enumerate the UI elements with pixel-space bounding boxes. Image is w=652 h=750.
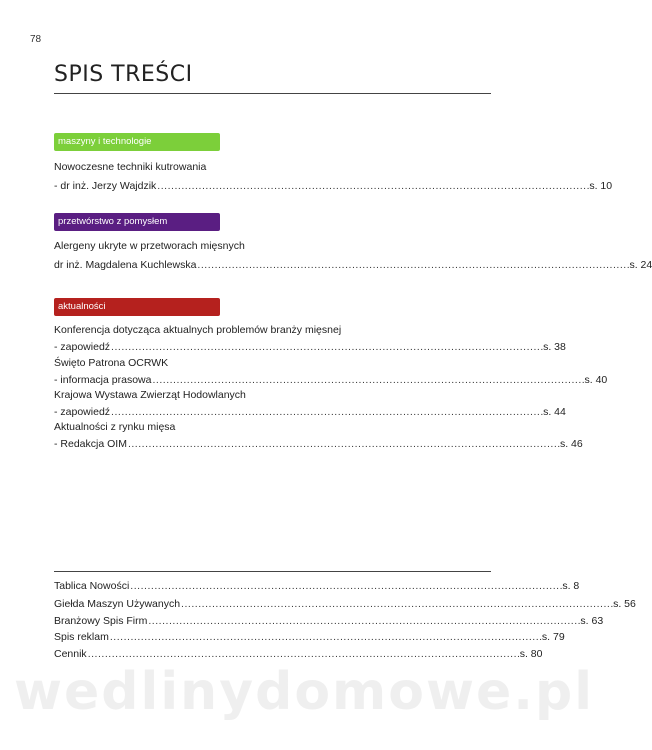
bottom-divider xyxy=(54,571,491,572)
toc-row[interactable] xyxy=(54,180,613,192)
appendix-label: Branżowy Spis Firm xyxy=(54,615,148,627)
entry-page: s. 40 xyxy=(584,374,608,386)
toc-row[interactable] xyxy=(54,406,566,418)
entry-title: Krajowa Wystawa Zwierząt Hodowlanych xyxy=(54,389,246,401)
entry-author: - zapowiedź xyxy=(54,341,111,353)
entry-page: s. 10 xyxy=(589,180,613,192)
appendix-page: s. 80 xyxy=(519,648,543,660)
dot-leader xyxy=(130,580,561,592)
appendix-row[interactable] xyxy=(54,648,543,660)
appendix-row[interactable] xyxy=(54,580,580,592)
toc-row[interactable] xyxy=(54,341,566,353)
appendix-label: Tablica Nowości xyxy=(54,580,130,592)
toc-row[interactable] xyxy=(54,259,652,271)
entry-title: Nowoczesne techniki kutrowania xyxy=(54,161,207,173)
appendix-page: s. 8 xyxy=(562,580,580,592)
entry-title: Aktualności z rynku mięsa xyxy=(54,421,176,433)
appendix-row[interactable] xyxy=(54,615,604,627)
entry-author: - Redakcja OIM xyxy=(54,438,127,450)
entry-author: - zapowiedź xyxy=(54,406,111,418)
entry-page: s. 46 xyxy=(559,438,583,450)
entry-title: Święto Patrona OCRWK xyxy=(54,357,169,369)
dot-leader xyxy=(152,374,583,386)
entry-page: s. 38 xyxy=(543,341,566,353)
dot-leader xyxy=(197,259,628,271)
entry-author: - informacja prasowa xyxy=(54,374,152,386)
dot-leader xyxy=(128,438,559,450)
page-title: SPIS TREŚCI xyxy=(54,62,193,87)
watermark: wedlinydomowe.pl xyxy=(14,662,595,722)
appendix-row[interactable] xyxy=(54,598,636,610)
appendix-page: s. 56 xyxy=(613,598,636,610)
appendix-page: s. 79 xyxy=(541,631,565,643)
toc-row[interactable] xyxy=(54,438,583,450)
section-tag-aktualnosci: aktualności xyxy=(54,298,220,316)
section-tag-maszyny: maszyny i technologie xyxy=(54,133,220,151)
dot-leader xyxy=(110,631,541,643)
page-number: 78 xyxy=(30,34,42,45)
dot-leader xyxy=(148,615,579,627)
dot-leader xyxy=(88,648,519,660)
appendix-label: Giełda Maszyn Używanych xyxy=(54,598,181,610)
entry-title: Alergeny ukryte w przetworach mięsnych xyxy=(54,240,245,252)
dot-leader xyxy=(181,598,612,610)
appendix-page: s. 63 xyxy=(580,615,604,627)
appendix-label: Cennik xyxy=(54,648,87,660)
entry-title: Konferencja dotycząca aktualnych problemów branży mięsnej xyxy=(54,324,342,336)
entry-author: - dr inż. Jerzy Wajdzik xyxy=(54,180,157,192)
entry-author: dr inż. Magdalena Kuchlewska xyxy=(54,259,197,271)
toc-row[interactable] xyxy=(54,374,608,386)
dot-leader xyxy=(157,180,588,192)
section-tag-przetworstwo: przetwórstwo z pomysłem xyxy=(54,213,220,231)
entry-page: s. 24 xyxy=(629,259,652,271)
dot-leader xyxy=(111,406,542,418)
entry-page: s. 44 xyxy=(543,406,566,418)
appendix-label: Spis reklam xyxy=(54,631,109,643)
title-divider xyxy=(54,93,491,94)
appendix-row[interactable] xyxy=(54,631,565,643)
dot-leader xyxy=(111,341,542,353)
